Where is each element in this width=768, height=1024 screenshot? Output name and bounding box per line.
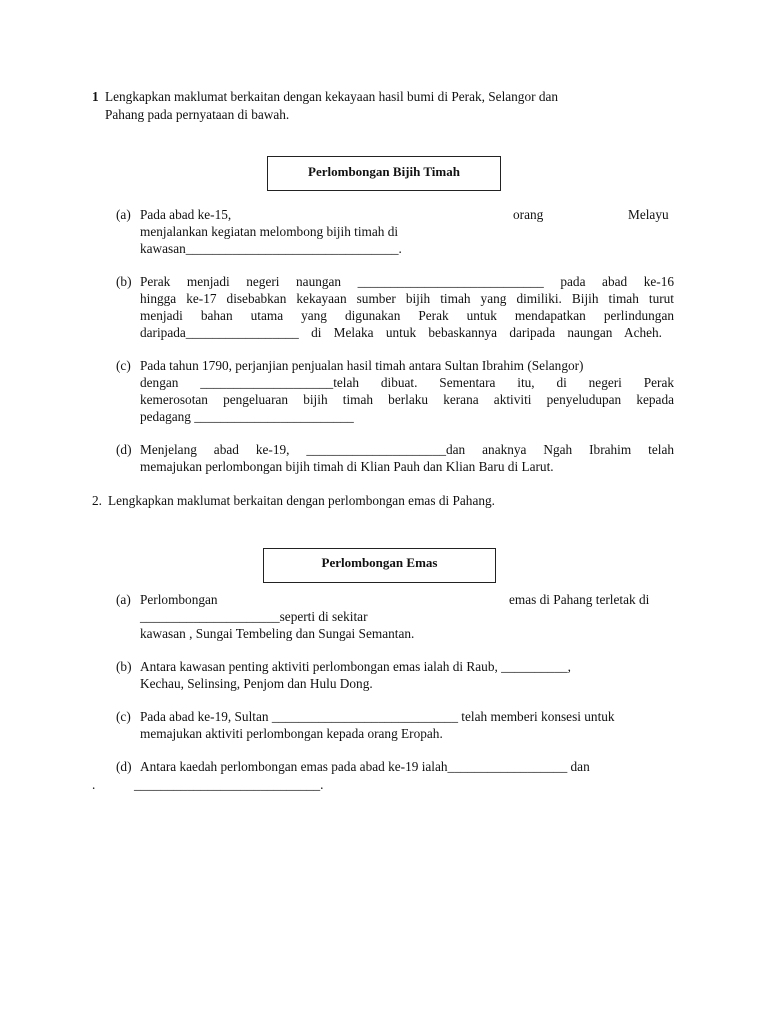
q2a-line2: _____________________seperti di sekitar <box>140 609 368 624</box>
q2a-line1-start: Perlombongan <box>140 592 218 607</box>
q2b-marker: (b) <box>116 659 132 674</box>
q1a-line1-mid: orang <box>513 207 544 222</box>
q1d-marker: (d) <box>116 442 132 457</box>
q2c-line2: memajukan aktiviti perlombongan kepada orang Eropah. <box>140 726 443 741</box>
q1-instruction-line1: Lengkapkan maklumat berkaitan dengan kekayaan hasil bumi di Perak, Selangor dan <box>105 89 559 104</box>
q1c-line4: pedagang ________________________ <box>140 409 354 424</box>
q2c-line1: Pada abad ke-19, Sultan ____________________________ telah memberi konsesi untuk <box>140 709 615 724</box>
q1a-line1-start: Pada abad ke-15, <box>140 207 232 222</box>
q2d-stray-dot: . <box>92 777 96 792</box>
q1b-line1: Perak menjadi negeri naungan ____________________________ pada abad ke-16 <box>140 274 674 289</box>
q2-title-box <box>263 548 496 583</box>
q2-title: Perlombongan Emas <box>321 555 438 570</box>
q1-number: 1 <box>92 89 99 104</box>
q1c-line2: dengan ____________________telah dibuat. Sementara itu, di negeri Perak <box>140 375 674 390</box>
q1d-line1: Menjelang abad ke-19, _____________________dan anaknya Ngah Ibrahim telah <box>140 442 674 457</box>
q2d-marker: (d) <box>116 759 132 774</box>
q1a-line3: kawasan________________________________. <box>140 241 402 256</box>
q2b-line1: Antara kawasan penting aktiviti perlombongan emas ialah di Raub, __________, <box>140 659 571 674</box>
q2b-line2: Kechau, Selinsing, Penjom dan Hulu Dong. <box>140 676 373 691</box>
q1a-line1-end: Melayu <box>628 207 669 222</box>
q1-title: Perlombongan Bijih Timah <box>308 164 460 179</box>
q1b-marker: (b) <box>116 274 132 289</box>
q2a-line3: kawasan , Sungai Tembeling dan Sungai Semantan. <box>140 626 415 641</box>
q1b-line2: hingga ke-17 disebabkan kekayaan sumber bijih timah yang dimiliki. Bijih timah turut <box>140 291 674 306</box>
q2d-line1: Antara kaedah perlombongan emas pada abad ke-19 ialah__________________ dan <box>140 759 590 774</box>
q2d-line2: ____________________________. <box>134 777 324 792</box>
q1a-marker: (a) <box>116 207 131 222</box>
q2c-marker: (c) <box>116 709 131 724</box>
q2-number: 2. <box>92 493 102 508</box>
q1b-line4: daripada_________________ di Melaka untuk bebaskannya daripada naungan Acheh. <box>140 325 662 340</box>
q1-instruction-line2: Pahang pada pernyataan di bawah. <box>105 107 290 122</box>
q1c-line3: kemerosotan pengeluaran bijih timah berlaku kerana aktiviti penyeludupan kepada <box>140 392 674 407</box>
q1-title-box <box>267 156 501 191</box>
q2a-marker: (a) <box>116 592 131 607</box>
q1b-line3: menjadi bahan utama yang digunakan Perak untuk mendapatkan perlindungan <box>140 308 674 323</box>
q2-instruction: Lengkapkan maklumat berkaitan dengan perlombongan emas di Pahang. <box>108 493 495 508</box>
q2a-line1-end: emas di Pahang terletak di <box>509 592 650 607</box>
q1c-line1: Pada tahun 1790, perjanjian penjualan hasil timah antara Sultan Ibrahim (Selangor) <box>140 358 584 373</box>
q1c-marker: (c) <box>116 358 131 373</box>
q1d-line2: memajukan perlombongan bijih timah di Klian Pauh dan Klian Baru di Larut. <box>140 459 554 474</box>
q1a-line2: menjalankan kegiatan melombong bijih timah di <box>140 224 399 239</box>
